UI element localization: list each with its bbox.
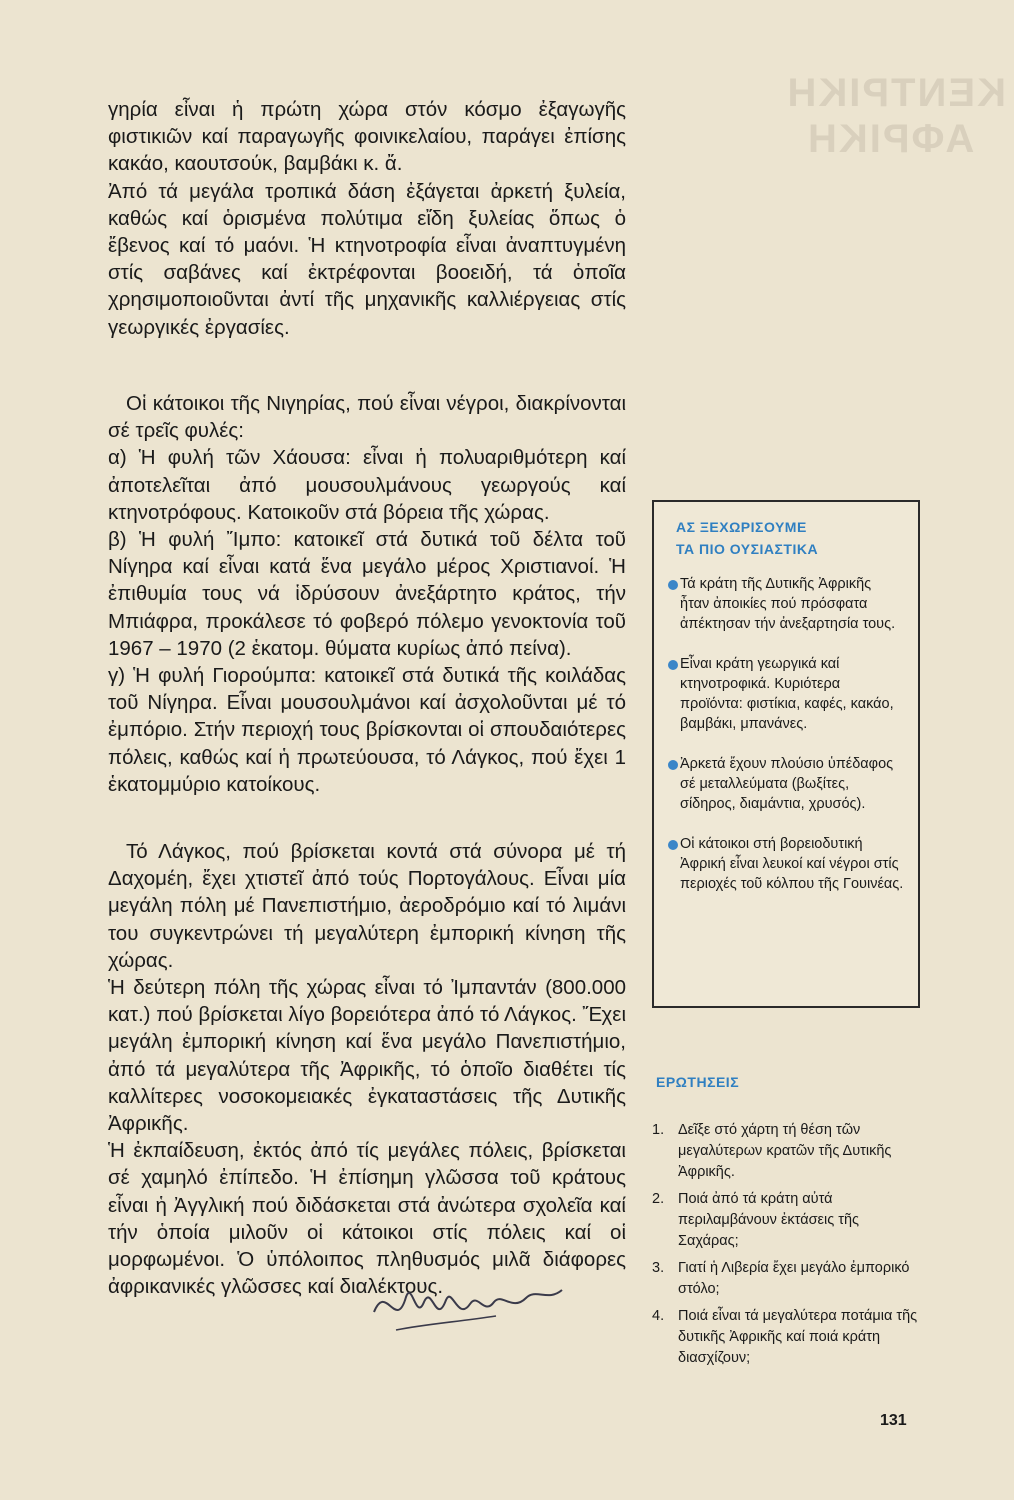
questions-heading: ΕΡΩΤΗΣΕΙΣ [656,1074,740,1090]
paragraph: Τό Λάγκος, πού βρίσκεται κοντά στά σύνορα μέ τή Δαχομέη, ἔχει χτιστεῖ ἀπό τούς Πορτογάλους. Εἶναι μία μεγάλη πόλη μέ Πανεπιστήμιο, ἀεροδρόμιο καί τό λιμάνι του συγκεντρώνει τή μεγαλύτερη ἐμπορική κίνηση τῆς χώρας. [108,840,626,972]
question-item [652,1189,922,1252]
summary-box-title [676,516,904,560]
summary-item-text: Εἶναι κράτη γεωργικά καί κτηνοτροφικά. Κυριότερα προϊόντα: φιστίκια, καφές, κακάο, βαμβάκι, μπανάνες. [680,656,894,732]
question-text: Ποιά ἀπό τά κράτη αὐτά περιλαμβάνουν ἐκτάσεις τῆς Σαχάρας; [678,1191,860,1249]
question-number: 1. [652,1122,665,1138]
paragraph: Ἀπό τά μεγάλα τροπικά δάση ἐξάγεται ἀρκετή ξυλεία, καθώς καί ὁρισμένα πολύτιμα εἴδη ξυλείας ὅπως ὁ ἔβενος καί τό μαόνι. Ἡ κτηνοτροφία εἶναι ἀναπτυγμένη στίς σαβάνες καί ἐκτρέφονται βοοειδή, τά ὁποῖα χρησιμοποιοῦνται ἀντί τῆς μηχανικῆς καλλιέργειας στίς γεωργικές ἐργασίες. [108,179,626,339]
faint-chapter-heading-watermark [785,70,1006,162]
paragraph: β) Ἡ φυλή Ἴμπο: κατοικεῖ στά δυτικά τοῦ δέλτα τοῦ Νίγηρα καί εἶναι κατά ἕνα μεγάλο μέρος Χριστιανοί. Ἡ ἐπιθυμία τους νά ἱδρύσουν ἀνεξάρτητο κράτος, τήν Μπιάφρα, προκάλεσε τό φοβερό πόλεμο γενοκτονία τοῦ 1967 – 1970 (2 ἑκατομ. θύματα κυρίως ἀπό πείνα). [108,528,626,660]
question-number: 3. [652,1260,665,1276]
main-text-block-3 [108,838,626,1300]
watermark-line-1: ΚΕΝΤΡΙΚΗ [785,71,1006,115]
bullet-dot-icon [668,660,678,670]
questions-list [652,1120,922,1375]
question-text: Δεῖξε στό χάρτη τή θέση τῶν μεγαλύτερων κρατῶν τῆς Δυτικῆς Ἀφρικῆς. [678,1122,892,1180]
summary-item [680,654,904,734]
paragraph: Ἡ ἐκπαίδευση, ἐκτός ἀπό τίς μεγάλες πόλεις, βρίσκεται σέ χαμηλό ἐπίπεδο. Ἡ ἐπίσημη γλῶσσα τοῦ κράτους εἶναι ἡ Ἀγγλική πού διδάσκεται στά ἀνώτερα σχολεῖα καί τήν ὁποία μιλοῦν οἱ κάτοικοι στίς πόλεις καί οἱ μορφωμένοι. Ὁ ὑπόλοιπος πληθυσμός μιλᾶ διάφορες ἀφρικανικές γλῶσσες καί διαλέκτους. [108,1139,626,1299]
paragraph: γ) Ἡ φυλή Γιορούμπα: κατοικεῖ στά δυτικά τῆς κοιλάδας τοῦ Νίγηρα. Εἶναι μουσουλμάνοι καί ἀσχολοῦνται μέ τό ἐμπόριο. Στήν περιοχή τους βρίσκονται οἱ σπουδαιότερες πόλεις, καθώς καί ἡ πρωτεύουσα, τό Λάγκος, πού ἔχει 1 ἑκατομμύριο κατοίκους. [108,664,626,796]
summary-title-line-2: ΤΑ ΠΙΟ ΟΥΣΙΑΣΤΙΚΑ [676,541,819,557]
summary-box [652,500,920,1008]
summary-item [680,834,904,894]
question-text: Γιατί ἡ Λιβερία ἔχει μεγάλο ἐμπορικό στόλο; [678,1260,910,1297]
summary-item [680,574,904,634]
question-number: 4. [652,1308,665,1324]
bullet-dot-icon [668,580,678,590]
paragraph: γηρία εἶναι ἡ πρώτη χώρα στόν κόσμο ἐξαγωγῆς φιστικιῶν καί παραγωγῆς φοινικελαίου, παράγει ἐπίσης κακάο, καουτσούκ, βαμβάκι κ. ἄ. [108,98,626,176]
summary-title-line-1: ΑΣ ΞΕΧΩΡΙΣΟΥΜΕ [676,519,807,535]
question-number: 2. [652,1191,665,1207]
handwritten-signature [366,1272,566,1342]
paragraph: Ἡ δεύτερη πόλη τῆς χώρας εἶναι τό Ἰμπαντάν (800.000 κατ.) πού βρίσκεται λίγο βορειότερα ἀπό τό Λάγκος. Ἔχει μεγάλη ἐμπορική κίνηση καί ἕνα μεγάλο Πανεπιστήμιο, ἀπό τά μεγαλύτερα τῆς Ἀφρικῆς, τό ὁποῖο διαθέτει τίς καλλίτερες νοσοκομειακές ἐγκαταστάσεις τῆς Δυτικῆς Ἀφρικῆς. [108,976,626,1136]
question-text: Ποιά εἶναι τά μεγαλύτερα ποτάμια τῆς δυτικῆς Ἀφρικῆς καί ποιά κράτη διασχίζουν; [678,1308,918,1366]
question-item [652,1258,922,1300]
summary-item-text: Ἀρκετά ἔχουν πλούσιο ὑπέδαφος σέ μεταλλεύματα (βωξίτες, σίδηρος, διαμάντια, χρυσός). [680,756,894,812]
paragraph: α) Ἡ φυλή τῶν Χάουσα: εἶναι ἡ πολυαριθμότερη καί ἀποτελεῖται ἀπό μουσουλμάνους γεωργούς καί κτηνοτρόφους. Κατοικοῦν στά βόρεια τῆς χώρας. [108,446,626,524]
main-text-block-2 [108,390,626,798]
bullet-dot-icon [668,760,678,770]
watermark-line-2: ΑΦΡΙΚΗ [806,117,975,161]
question-item [652,1306,922,1369]
summary-item-text: Τά κράτη τῆς Δυτικῆς Ἀφρικῆς ἦταν ἀποικίες πού πρόσφατα ἀπέκτησαν τήν ἀνεξαρτησία τους. [680,576,896,632]
bullet-dot-icon [668,840,678,850]
main-text-block-1 [108,96,626,341]
summary-item [680,754,904,814]
paragraph: Οἱ κάτοικοι τῆς Νιγηρίας, πού εἶναι νέγροι, διακρίνονται σέ τρεῖς φυλές: [108,392,626,443]
question-item [652,1120,922,1183]
summary-item-text: Οἱ κάτοικοι στή βορειοδυτική Ἀφρική εἶναι λευκοί καί νέγροι στίς περιοχές τοῦ κόλπου τῆς Γουινέας. [680,836,904,892]
page-number: 131 [880,1412,907,1429]
